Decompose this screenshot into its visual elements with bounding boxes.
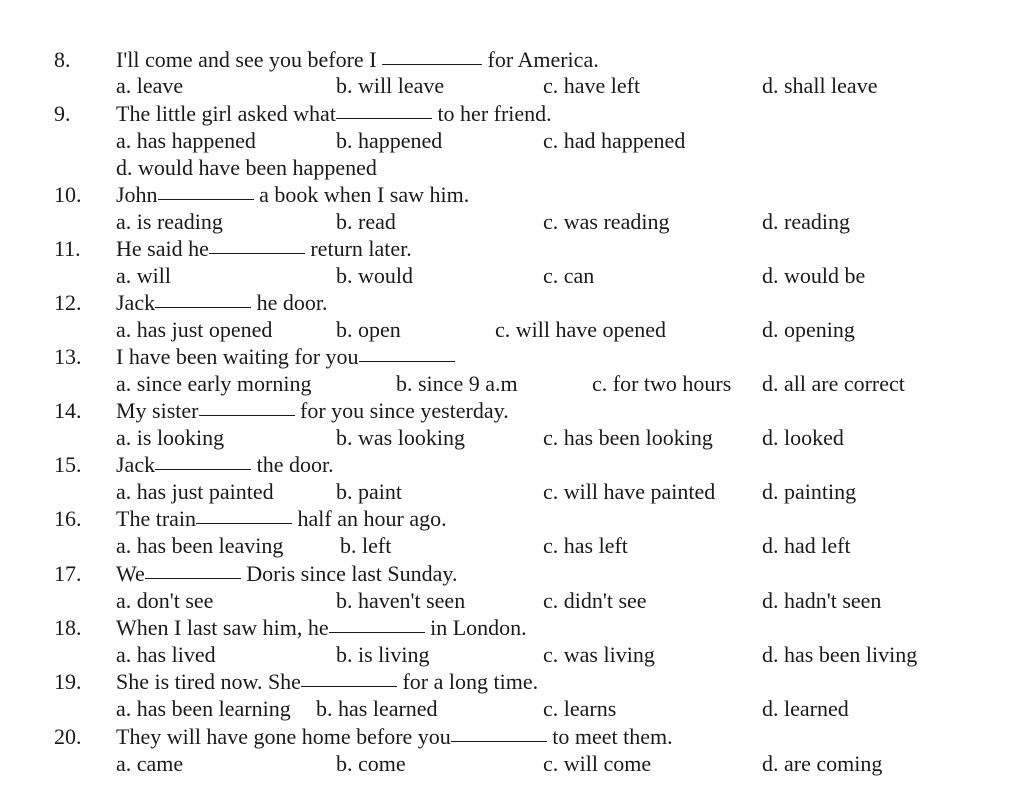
stem-before: We [116,561,145,586]
stem-after: Doris since last Sunday. [240,561,458,586]
options-row [0,750,1024,778]
question-number: 10. [54,182,82,207]
option-a: a. has been leaving [116,533,284,558]
answer-blank [451,740,547,742]
answer-blank [145,577,241,579]
option-d: d. learned [762,696,849,721]
question-number: 18. [54,615,82,640]
question-number: 11. [54,236,81,261]
option-d: d. opening [762,317,855,342]
options-row [0,316,1024,344]
question-stem [0,451,1024,479]
option-c: c. didn't see [543,588,647,613]
option-a: a. is reading [116,209,223,234]
question-number: 14. [54,398,82,423]
option-c: c. will have painted [543,479,716,504]
question-number: 9. [54,101,71,126]
option-b: b. haven't seen [336,588,466,613]
option-b: b. has learned [316,696,438,721]
question-text [116,560,458,588]
answer-blank [301,685,397,687]
question-stem [0,289,1024,317]
option-b: b. left [340,533,392,558]
options-row [0,370,1024,398]
stem-before: She is tired now. She [116,669,301,694]
stem-after: return later. [304,236,412,261]
stem-before: I'll come and see you before I [116,47,383,72]
stem-after: for a long time. [396,669,539,694]
option-d: d. reading [762,209,850,234]
option-a: a. has just painted [116,479,274,504]
question-stem [0,181,1024,209]
stem-after: to meet them. [546,724,673,749]
option-b: b. happened [336,128,443,153]
question-number: 17. [54,561,82,586]
option-b: b. come [336,751,406,776]
stem-before: They will have gone home before you [116,724,451,749]
option-c: c. learns [543,696,617,721]
options-row [0,478,1024,506]
question-text [116,343,455,371]
option-a: a. leave [116,73,184,98]
stem-after: for America. [482,47,599,72]
option-d: d. has been living [762,642,918,667]
answer-blank [382,63,482,65]
options-row [0,532,1024,560]
stem-before: My sister [116,398,199,423]
question-text [116,235,412,263]
answer-blank [209,252,305,254]
stem-before: Jack [116,452,156,477]
answer-blank [199,414,295,416]
question-number: 15. [54,452,82,477]
question-text [116,100,552,128]
answer-blank [155,306,251,308]
option-b: b. would [336,263,413,288]
stem-before: I have been waiting for you [116,344,359,369]
options-row [0,72,1024,100]
option-c: c. have left [543,73,641,98]
answer-blank [158,198,254,200]
question-stem [0,343,1024,371]
question-text [116,614,527,642]
question-number: 8. [54,47,71,72]
options-row [0,208,1024,236]
question-stem [0,723,1024,751]
question-text [116,181,469,209]
answer-blank [329,631,425,633]
options-row [0,424,1024,452]
option-d: d. looked [762,425,844,450]
option-b: b. is living [336,642,430,667]
option-a: a. don't see [116,588,214,613]
stem-before: When I last saw him, he [116,615,329,640]
stem-before: The little girl asked what [116,101,336,126]
question-text [116,451,334,479]
answer-blank [336,117,432,119]
option-b: b. open [336,317,401,342]
option-c: c. was reading [543,209,670,234]
option-c: c. has left [543,533,628,558]
stem-before: Jack [116,290,156,315]
option-d: d. shall leave [762,73,878,98]
option-a: a. since early morning [116,371,312,396]
stem-before: John [116,182,158,207]
answer-blank [359,360,455,362]
question-stem [0,100,1024,128]
answer-blank [196,522,292,524]
question-text [116,668,538,696]
question-stem [0,235,1024,263]
question-text [116,289,327,317]
option-b: b. was looking [336,425,465,450]
option-c: c. can [543,263,595,288]
options-row [0,127,1024,155]
stem-after: in London. [424,615,527,640]
option-a: a. is looking [116,425,225,450]
option-d: d. all are correct [762,371,905,396]
question-number: 16. [54,506,82,531]
stem-after: he door. [251,290,328,315]
option-c: c. will come [543,751,652,776]
option-c: c. for two hours [592,371,732,396]
option-c: c. will have opened [495,317,667,342]
options-row [0,695,1024,723]
option-a: a. has just opened [116,317,273,342]
question-text [116,723,673,751]
option-d: d. are coming [762,751,883,776]
option-a: a. has lived [116,642,216,667]
stem-after: half an hour ago. [292,506,447,531]
option-c: c. had happened [543,128,686,153]
question-stem [0,668,1024,696]
stem-after: for you since yesterday. [294,398,509,423]
option-b: b. since 9 a.m [396,371,518,396]
option-c: c. was living [543,642,655,667]
option-d: d. would have been happened [116,155,377,180]
stem-before: The train [116,506,197,531]
option-d: d. painting [762,479,857,504]
option-a: a. came [116,751,184,776]
question-text [116,397,509,425]
question-text [116,46,599,74]
question-stem [0,46,1024,74]
question-stem [0,397,1024,425]
option-d: d. had left [762,533,851,558]
answer-blank [155,468,251,470]
option-a: a. will [116,263,171,288]
question-stem [0,560,1024,588]
option-b: b. read [336,209,396,234]
option-d: d. would be [762,263,866,288]
question-number: 13. [54,344,82,369]
question-number: 12. [54,290,82,315]
question-stem [0,614,1024,642]
option-b: b. paint [336,479,402,504]
stem-after: to her friend. [431,101,552,126]
option-b: b. will leave [336,73,445,98]
question-number: 19. [54,669,82,694]
stem-after: the door. [251,452,334,477]
option-a: a. has happened [116,128,256,153]
option-d: d. hadn't seen [762,588,882,613]
option-a: a. has been learning [116,696,291,721]
options-row [0,154,1024,182]
options-row [0,587,1024,615]
question-stem [0,505,1024,533]
option-c: c. has been looking [543,425,713,450]
stem-before: He said he [116,236,209,261]
options-row [0,262,1024,290]
stem-after: a book when I saw him. [253,182,470,207]
question-text [116,505,447,533]
question-number: 20. [54,724,82,749]
options-row [0,641,1024,669]
